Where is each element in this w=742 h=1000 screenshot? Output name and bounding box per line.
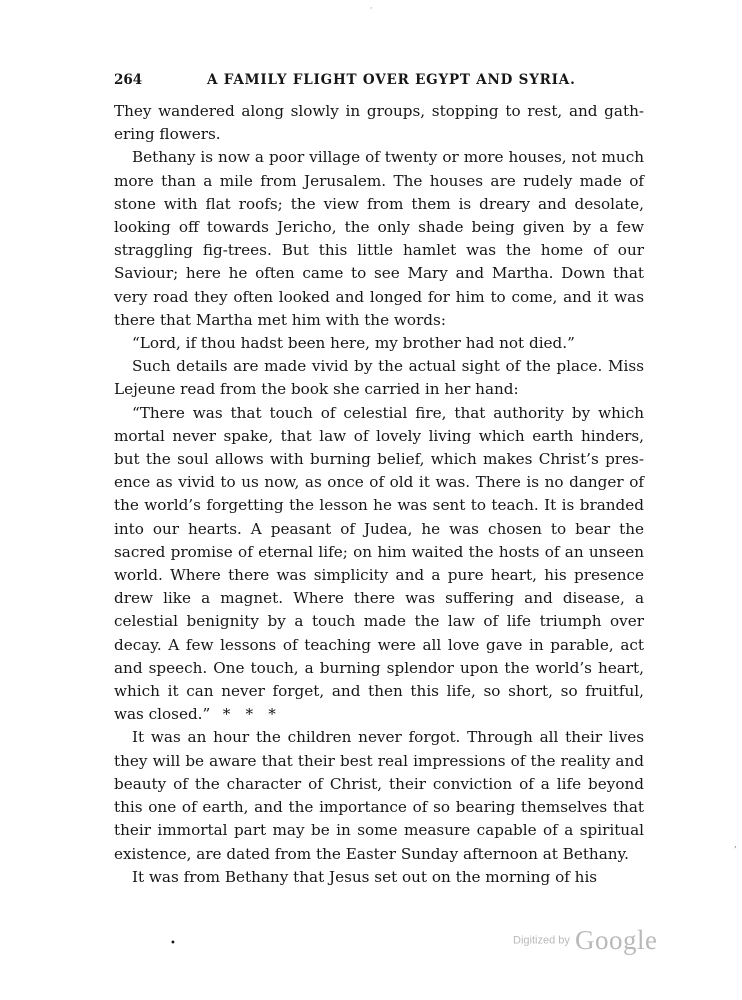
paragraph: Bethany is now a poor village of twenty or more houses, not much more than a mile from Jerusalem. The houses are rudely made of stone with flat roofs; the view from them is dreary and desolate, looking off towards Jericho, the only shade being given by a few straggling fig-trees. But this little hamlet was the home of our Saviour; here he often came to see Mary and Martha. Down that very road they often looked and longed for him to come, and it was there that Martha met him with the words: [114,148,644,329]
paragraph: Such details are made vivid by the actual sight of the place. Miss Lejeune read from the book she carried in her hand: [114,357,644,399]
paragraph: It was an hour the children never forgot. Through all their lives they will be aware that their best real impressions of the reality and beauty of the character of Christ, their conviction of a life beyond this one of earth, and the importance of so bearing themselves that their immortal part may be in some measure capable of a spiritual existence, are dated from the Easter Sunday afternoon at Bethany. [114,728,644,863]
page-number: 264 [114,72,143,88]
quotation: “Lord, if thou hadst been here, my brother had not died.” [132,334,575,353]
paragraph: They wandered along slowly in groups, stopping to rest, and gathering flowers. [114,102,644,144]
scan-speck: · [370,4,373,13]
digitized-watermark [513,925,713,955]
page-header [114,68,644,90]
running-title: A FAMILY FLIGHT OVER EGYPT AND SYRIA. [207,72,576,88]
watermark-prefix: Digitized by [513,934,570,947]
google-logo: Google [574,925,658,955]
scan-speck: , [734,840,737,850]
paragraph: It was from Bethany that Jesus set out on the morning of his [132,867,598,886]
scan-speck: • [170,938,176,949]
quotation: “There was that touch of celestial fire, that authority by which mortal never spake, that law of lovely living which earth hinders, but the soul allows with burning belief, which makes Christ’s presence as vivid to us now, as once of old it was. There is no danger of the world’s forgetting the lesson he was sent to teach. It is branded into our hearts. A peasant of Judea, he was chosen to bear the sacred promise of eternal life; on him waited the hosts of an unseen world. Where there was simplicity and a pure heart, his presence drew like a magnet. Where there was suffering and disease, a celestial benignity by a touch made the law of life triumph over decay. A few lessons of teaching were all love gave in parable, act and speech. One touch, a burning splendor upon the world’s heart, which it can never forget, and then this life, so short, so fruitful, was closed.” * * * [114,403,644,724]
body-text [114,100,644,889]
